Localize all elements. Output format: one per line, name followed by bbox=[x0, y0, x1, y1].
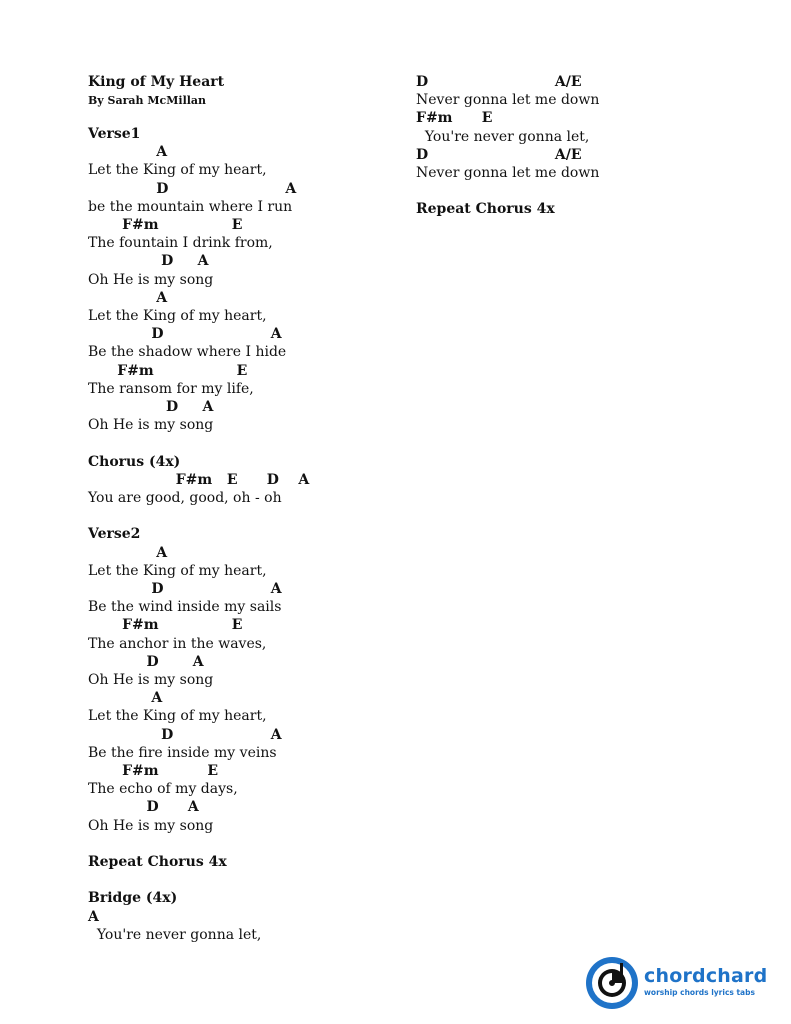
lyric-line: The fountain I drink from, bbox=[88, 235, 273, 252]
chordchard-logo[interactable] bbox=[584, 955, 774, 1011]
chord-line: A bbox=[88, 144, 168, 161]
chord-line: F#m E bbox=[416, 110, 493, 127]
chord-line: F#m E bbox=[88, 763, 219, 779]
chord-line: A bbox=[88, 690, 163, 707]
lyric-line: Be the shadow where I hide bbox=[88, 344, 287, 361]
logo-icon bbox=[584, 955, 640, 1011]
lyric-line: You're never gonna let, bbox=[416, 128, 590, 145]
lyric-line: Oh He is my song bbox=[88, 817, 214, 834]
section-heading: Repeat Chorus 4x bbox=[416, 201, 555, 218]
song-author: By Sarah McMillan bbox=[88, 94, 207, 107]
section-heading: Verse1 bbox=[88, 126, 141, 142]
chord-line: D A bbox=[88, 253, 209, 270]
lyric-line: The echo of my days, bbox=[88, 781, 238, 798]
song-title: King of My Heart bbox=[88, 74, 225, 90]
chord-line: D A/E bbox=[416, 74, 582, 90]
logo-tagline: worship chords lyrics tabs bbox=[644, 988, 755, 997]
chord-line: F#m E bbox=[88, 617, 243, 634]
lyric-line: You're never gonna let, bbox=[88, 926, 262, 943]
lyric-line: The anchor in the waves, bbox=[88, 635, 267, 652]
section-heading: Bridge (4x) bbox=[88, 890, 178, 907]
lyric-line: Be the wind inside my sails bbox=[88, 599, 282, 616]
section-heading: Chorus (4x) bbox=[88, 453, 181, 470]
lyric-line: Let the King of my heart, bbox=[88, 562, 267, 579]
chord-line: F#m E bbox=[88, 362, 248, 379]
lyric-line: Never gonna let me down bbox=[416, 92, 600, 109]
chord-line: A bbox=[88, 544, 168, 561]
lyric-line: Let the King of my heart, bbox=[88, 708, 267, 725]
lyric-line: Let the King of my heart, bbox=[88, 162, 267, 179]
chord-line: D A bbox=[88, 726, 282, 743]
lyric-line: Oh He is my song bbox=[88, 417, 214, 434]
chord-line: D A bbox=[88, 799, 199, 816]
section-heading: Verse2 bbox=[88, 526, 141, 543]
lyric-line: Be the fire inside my veins bbox=[88, 744, 277, 761]
chord-line: D A bbox=[88, 326, 282, 343]
logo-name: chordchard bbox=[644, 965, 768, 987]
lyric-line: You are good, good, oh - oh bbox=[88, 490, 282, 506]
lyric-line: Oh He is my song bbox=[88, 271, 214, 288]
chord-line: D A bbox=[88, 653, 204, 670]
chord-line: D A bbox=[88, 581, 282, 597]
chord-line: A bbox=[88, 289, 168, 306]
lyric-line: Let the King of my heart, bbox=[88, 308, 267, 324]
lyric-line: be the mountain where I run bbox=[88, 198, 293, 215]
lyric-line: The ransom for my life, bbox=[88, 380, 254, 397]
chord-line: D A bbox=[88, 180, 297, 197]
chord-line: F#m E bbox=[88, 217, 243, 233]
chord-line: F#m E D A bbox=[88, 471, 310, 488]
chord-line: D A/E bbox=[416, 146, 582, 163]
chord-line: A bbox=[88, 908, 99, 925]
lyric-line: Oh He is my song bbox=[88, 672, 214, 688]
lyric-line: Never gonna let me down bbox=[416, 165, 600, 181]
chord-line: D A bbox=[88, 399, 214, 415]
section-heading: Repeat Chorus 4x bbox=[88, 854, 227, 870]
